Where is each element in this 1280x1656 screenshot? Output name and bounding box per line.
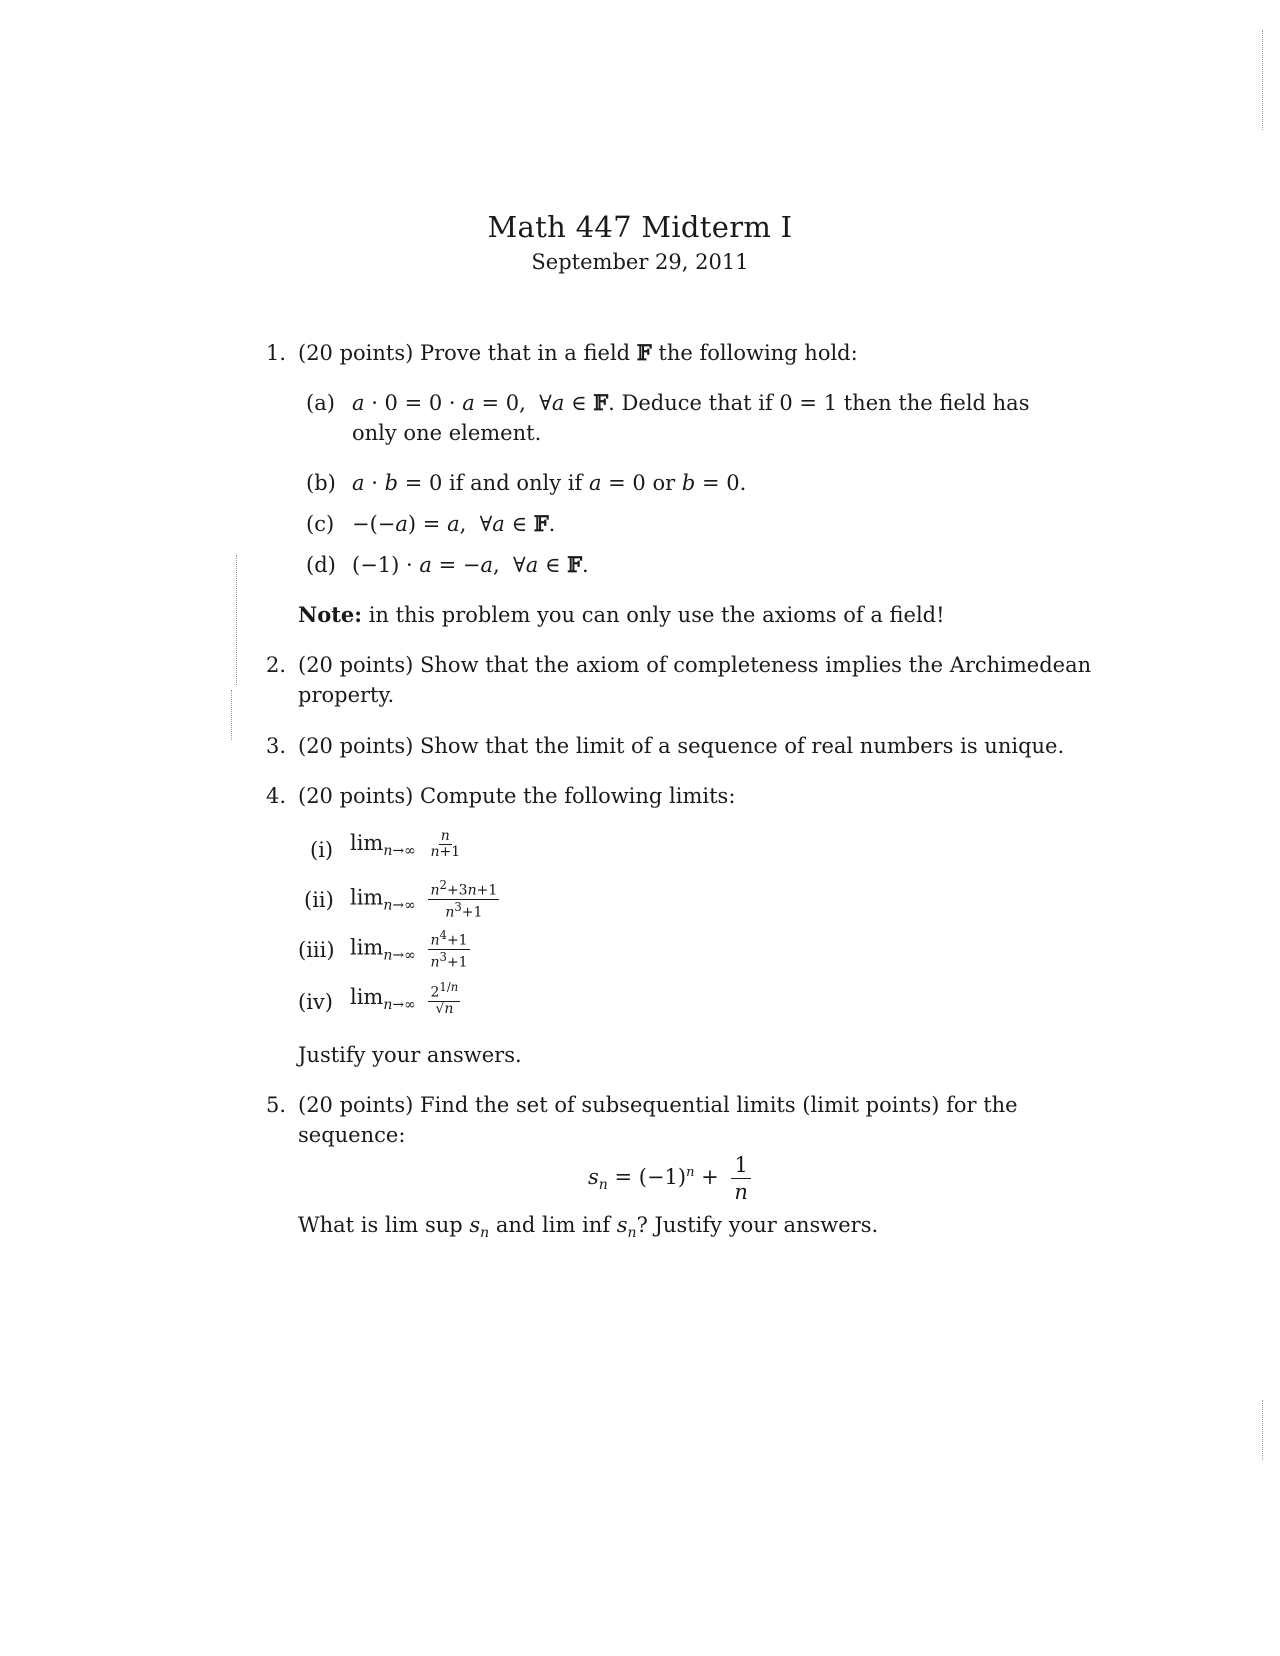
problem-2-line2: property. [298, 683, 395, 707]
problem-1a-text: a · 0 = 0 · a = 0, ∀a ∈ 𝔽. Deduce that if 0 = 1 then the field has [352, 390, 1030, 415]
problem-4-statement [298, 781, 735, 811]
problem-1c-label: (c) [306, 512, 335, 536]
problem-3-points: (20 points) [298, 734, 414, 758]
question-mid: and [495, 1213, 536, 1237]
problem-1-points: (20 points) [298, 341, 414, 365]
problem-1d-text: (−1) · a = −a, ∀a ∈ 𝔽. [352, 552, 589, 577]
problem-5-line2: sequence: [298, 1123, 406, 1147]
problem-3-number: 3. [265, 734, 286, 758]
problem-1-text: Prove that in a field [420, 341, 631, 365]
field-symbol: 𝔽 [636, 340, 652, 365]
problem-1b-iff: if and only if [449, 471, 583, 495]
problem-4ii-label: (ii) [304, 888, 334, 912]
problem-2-number: 2. [265, 653, 286, 677]
problem-2-points: (20 points) [298, 653, 414, 677]
problem-1a-label: (a) [306, 391, 335, 415]
exam-title: Math 447 Midterm I [487, 210, 793, 244]
question-end: ? Justify your answers. [636, 1213, 879, 1237]
lim-word: lim [350, 984, 384, 1009]
note-label: Note: [298, 602, 363, 627]
fraction: $\frac{n}{n+1}$ [430, 828, 461, 860]
problem-1-number: 1. [265, 341, 286, 365]
problem-1b-text: a · b = 0 if and only if a = 0 or b = 0. [352, 471, 747, 495]
problem-4-points: (20 points) [298, 784, 414, 808]
problem-5-line1: Find the set of subsequential limits (limit points) for the [420, 1093, 1018, 1117]
lim-word: lim [350, 831, 384, 855]
problem-1a-deduce: Deduce that if 0 = 1 then the field has [621, 391, 1030, 415]
fraction: $\frac{n^4+1}{n^3+1}$ [430, 928, 468, 971]
scan-margin-mark-right-2 [1262, 1400, 1263, 1460]
problem-4iv-label: (iv) [298, 990, 333, 1014]
problem-4iv-expr: $\lim_{n\to\infty}$ $\frac{2^{1/n}}{√n}$ [350, 980, 459, 1017]
fraction: $\frac{n^2+3n+1}{n^3+1}$ [430, 878, 498, 921]
problem-1-note [298, 600, 945, 630]
exam-date: September 29, 2011 [531, 250, 749, 274]
problem-5-statement [298, 1090, 1018, 1120]
problem-1b-label: (b) [306, 471, 336, 495]
scan-margin-mark-left-2 [231, 690, 232, 740]
scan-margin-mark-right [1262, 30, 1263, 130]
problem-5-points: (20 points) [298, 1093, 414, 1117]
lim-word: lim [350, 935, 384, 960]
note-text: in this problem you can only use the axioms of a field! [368, 603, 945, 627]
problem-1-text-after: the following hold: [658, 341, 858, 365]
fraction: $\frac{1}{n}$ [731, 1152, 750, 1205]
problem-3-text: Show that the limit of a sequence of real numbers is unique. [420, 734, 1065, 758]
problem-4iii-expr: $\lim_{n\to\infty}$ $\frac{n^4+1}{n^3+1}$ [350, 928, 468, 971]
problem-5-number: 5. [265, 1093, 286, 1117]
problem-4-closing: Justify your answers. [298, 1043, 522, 1067]
problem-4-number: 4. [265, 784, 286, 808]
problem-2-line1: Show that the axiom of completeness implies the Archimedean [420, 653, 1092, 677]
fraction: $\frac{2^{1/n}}{√n}$ [430, 980, 459, 1017]
problem-5-question: What is lim sup $s_n$ and lim inf $s_n$? Justify your answers. [298, 1213, 879, 1241]
question-start: What is [298, 1213, 379, 1237]
sequence-formula: $s_n = (-1)^n$ + $\frac{1}{n}$ [588, 1152, 751, 1205]
problem-4iii-label: (iii) [298, 938, 335, 962]
problem-1a-line2: only one element. [352, 421, 542, 445]
problem-1c-text: −(−a) = a, ∀a ∈ 𝔽. [352, 511, 556, 536]
problem-1d-label: (d) [306, 553, 336, 577]
problem-1-statement [298, 338, 858, 368]
problem-2-statement [298, 650, 1091, 680]
scan-margin-mark-left [236, 555, 237, 685]
lim-word: lim [350, 885, 384, 910]
problem-4i-expr: $\lim_{n\to\infty}$ $\frac{n}{n+1}$ [350, 828, 461, 860]
problem-4-text: Compute the following limits: [420, 784, 736, 808]
problem-4i-label: (i) [310, 838, 334, 862]
problem-3-statement [298, 731, 1064, 761]
problem-4ii-expr: $\lim_{n\to\infty}$ $\frac{n^2+3n+1}{n^3+1}$ [350, 878, 498, 921]
